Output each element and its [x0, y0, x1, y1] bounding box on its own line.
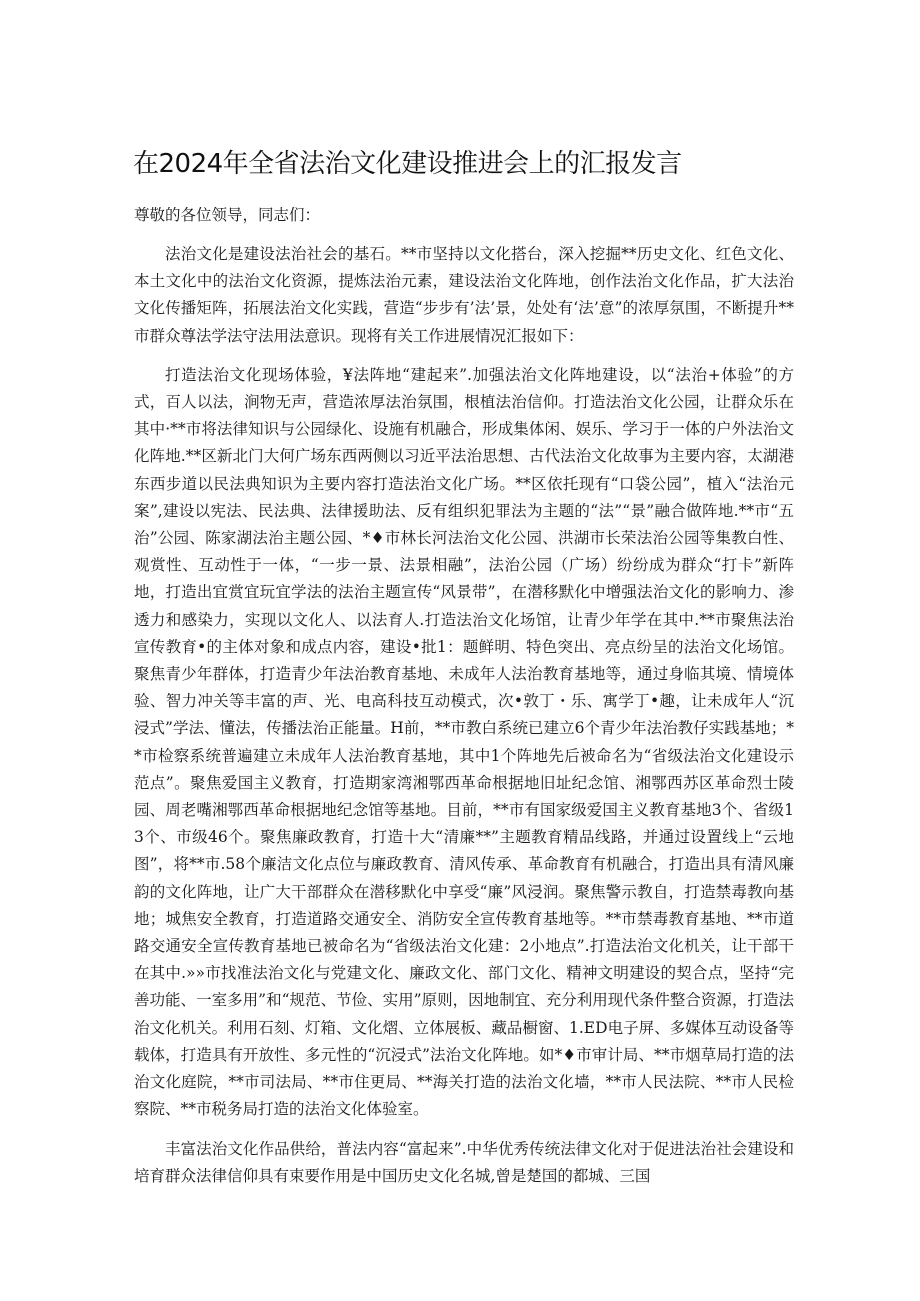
paragraph-works: 丰富法治文化作品供给，普法内容“富起来”.中华优秀传统法律文化对于促进法治社会建设和培育群众法律信仰具有束要作用是中国历史文化名城,曾是楚国的都城、三国	[134, 1139, 794, 1185]
document-title: 在2024年全省法治文化建设推进会上的汇报发言	[133, 149, 682, 179]
document-body	[134, 140, 794, 1190]
salutation: 尊敬的各位领导，同志们：	[134, 206, 321, 224]
paragraph-intro: 法治文化是建设法治社会的基石。**市坚持以文化搭台，深入挖掘**历史文化、红色文化、本土文化中的法治文化资源，提炼法治元素，建设法治文化阵地，创作法治文化作品，扩大法治文化传播矩阵，拓展法治文化实践，营造“步步有’法’景，处处有‘法’意”的浓厚氛围，不断提升**市群众尊法学法守法用法意识。现将有关工作进展情况汇报如下：	[134, 245, 794, 345]
paragraph-venues: 打造法治文化现场体验，¥法阵地“建起来”.加强法治文化阵地建设，以“法治+体验”的方式，百人以法，涧物无声，营造浓厚法治氛围，根植法治信仰。打造法治文化公园，让群众乐在其中·**市将法律知识与公园绿化、设施有机融合，形成集体闲、娱乐、学习于一体的户外法治文化阵地.**区新北门大何广场东西两侧以习近平法治思想、古代法治文化故事为主要内容，太湖港东西步道以民法典知识为主要内容打造法治文化广场。**区依托现有“口袋公园”，植入“法治元案”,建设以宪法、民法典、法律援助法、反有组织犯罪法为主题的“法”“景”融合做阵地.**市“五治”公园、陈家湖法治主题公园、*♦市林长河法治文化公园、洪湖市长荣法治公园等集教白性、观赏性、互动性于一体，“一步一景、法景相融”，法治公园（广场）纷纷成为群众“打卡”新阵地，打造出宜赏宜玩宜学法的法治主题宣传“风景带”，在潜移默化中增强法治文化的影响力、渗透力和感染力，实现以文化人、以法育人.打造法治文化场馆，让青少年学在其中.**市聚焦法治宣传教育•的主体对象和成点内容，建设•批1：题鲜明、特色突出、亮点纷呈的法治文化场馆。聚焦青少年群体，打造青少年法治教育基地、未成年人法治教育基地等，通过身临其境、情境体验、智力冲关等丰富的声、光、电高科技互动模式，次•敦丁・乐、寓学丁•趣，让未成年人“沉浸式”学法、懂法，传播法治正能量。H前，**市教白系统已建立6个青少年法治教仔实践基地；**市检察系统普遍建立未成年人法治教育基地，其中1个阵地先后被命名为“省级法治文化建设示范点”。聚焦爱国主义教育，打造期家湾湘鄂西革命根据地旧址纪念馆、湘鄂西苏区革命烈士陵园、周老嘴湘鄂西革命根据地纪念馆等基地。目前，**市有国家级爱国主义教育基地3个、省级13个、市级46个。聚焦廉政教育，打造十大“清廉**”主题教育精品线路，并通过设置线上“云地图”，将**市.58个廉洁文化点位与廉政教育、清风传承、革命教育有机融合，打造出具有清风廉韵的文化阵地，让广大干部群众在潜移默化中享受“廉”风浸润。聚焦警示教自，打造禁毒教向基地；城焦安全教育，打造道路交通安全、消防安全宣传教育基地等。**市禁毒教育基地、**市道路交通安全宣传教育基地已被命名为“省级法治文化建：2小地点”.打造法治文化机关，让干部干在其中.»»市找准法治文化与党建文化、廉政文化、部门文化、精神文明建设的契合点，坚持“完善功能、一室多用”和“规范、节俭、实用”原则，因地制宜、充分利用现代条件整合资源，打造法治文化机关。利用石刻、灯箱、文化熠、立体展板、藏品橱窗、1.ED电子屏、多媒体互动设备等载体，打造具有开放性、多元性的“沉浸式”法治文化阵地。如*♦市审计局、**市烟草局打造的法治文化庭院，**市司法局、**市住更局、**海关打造的法治文化墙，**市人民法院、**市人民检察院、**市税务局打造的法治文化体验室。	[134, 365, 794, 1119]
